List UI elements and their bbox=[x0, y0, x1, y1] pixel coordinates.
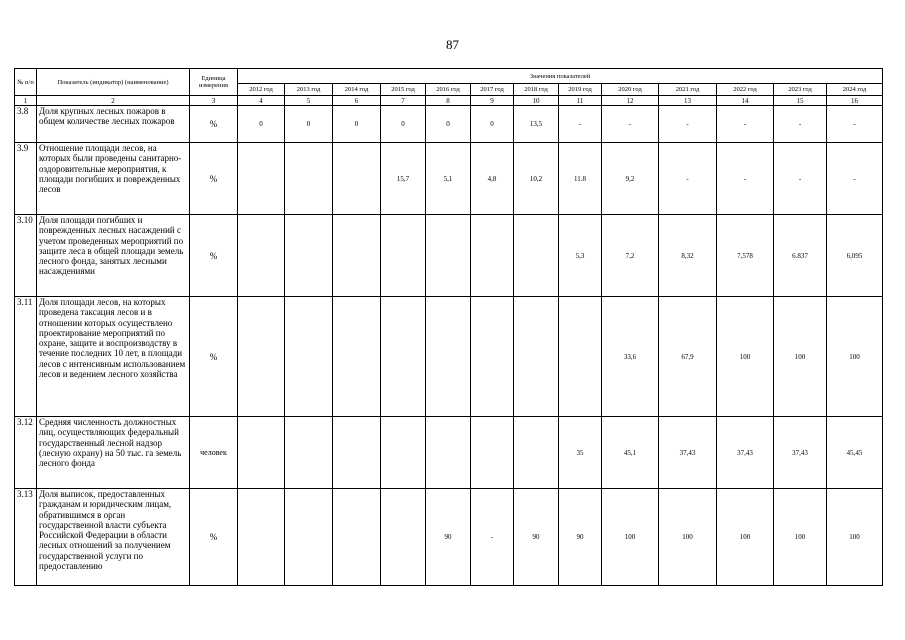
column-number: 11 bbox=[559, 96, 602, 106]
indicator-value: 100 bbox=[602, 489, 659, 586]
indicator-value bbox=[285, 215, 333, 297]
indicator-value: 6,095 bbox=[827, 215, 883, 297]
indicator-value: 90 bbox=[559, 489, 602, 586]
column-number: 6 bbox=[333, 96, 381, 106]
indicator-name: Отношение площади лесов, на которых были проведены санитарно-оздоровительные мероприятия, к площади погибших и поврежденных лесов bbox=[37, 143, 190, 215]
indicator-value: 100 bbox=[774, 297, 827, 417]
column-number: 10 bbox=[514, 96, 559, 106]
indicator-value bbox=[285, 297, 333, 417]
column-number: 14 bbox=[717, 96, 774, 106]
indicator-value bbox=[471, 297, 514, 417]
table-row bbox=[15, 106, 883, 143]
header-year: 2017 год bbox=[471, 84, 514, 96]
indicator-value: 45,45 bbox=[827, 417, 883, 489]
indicator-value: 5,1 bbox=[426, 143, 471, 215]
table-row bbox=[15, 297, 883, 417]
indicator-value: 0 bbox=[238, 106, 285, 143]
indicator-value bbox=[285, 143, 333, 215]
header-year: 2020 год bbox=[602, 84, 659, 96]
indicator-value: 7,578 bbox=[717, 215, 774, 297]
indicator-value bbox=[426, 297, 471, 417]
header-year: 2018 год bbox=[514, 84, 559, 96]
indicator-value: 37,43 bbox=[774, 417, 827, 489]
indicator-value: 67,9 bbox=[659, 297, 717, 417]
unit-of-measure: % bbox=[190, 215, 238, 297]
indicator-value: - bbox=[471, 489, 514, 586]
indicator-name: Доля крупных лесных пожаров в общем количестве лесных пожаров bbox=[37, 106, 190, 143]
column-number: 5 bbox=[285, 96, 333, 106]
column-number: 9 bbox=[471, 96, 514, 106]
indicator-value: 8,32 bbox=[659, 215, 717, 297]
unit-of-measure: % bbox=[190, 489, 238, 586]
row-number: 3.13 bbox=[15, 489, 37, 586]
column-number: 15 bbox=[774, 96, 827, 106]
indicator-value bbox=[514, 417, 559, 489]
indicator-value: 100 bbox=[827, 297, 883, 417]
header-year: 2019 год bbox=[559, 84, 602, 96]
column-numbers-row bbox=[15, 96, 883, 106]
indicator-value: 100 bbox=[717, 297, 774, 417]
unit-of-measure: % bbox=[190, 297, 238, 417]
page-number: 87 bbox=[446, 37, 459, 52]
indicator-name: Доля площади погибших и поврежденных лесных насаждений с учетом проведенных мероприятий по защите леса в общей площади земель лесного фонда, занятых лесными насаждениями bbox=[37, 215, 190, 297]
indicator-value: 33,6 bbox=[602, 297, 659, 417]
header-year: 2014 год bbox=[333, 84, 381, 96]
indicator-value: 100 bbox=[827, 489, 883, 586]
row-number: 3.12 bbox=[15, 417, 37, 489]
indicator-value bbox=[285, 417, 333, 489]
indicator-value bbox=[381, 489, 426, 586]
column-number: 8 bbox=[426, 96, 471, 106]
indicator-name: Доля площади лесов, на которых проведена таксация лесов и в отношении которых осуществлено проектирование мероприятий по охране, защите и воспроизводству в течение последних 10 лет, в площади лесов с интенсивным использованием лесов и ведением лесного хозяйства bbox=[37, 297, 190, 417]
unit-of-measure: % bbox=[190, 143, 238, 215]
table-row bbox=[15, 215, 883, 297]
indicator-value: 37,43 bbox=[717, 417, 774, 489]
indicator-value: - bbox=[827, 106, 883, 143]
column-number: 3 bbox=[190, 96, 238, 106]
indicator-value: 0 bbox=[285, 106, 333, 143]
indicator-value bbox=[426, 215, 471, 297]
row-number: 3.11 bbox=[15, 297, 37, 417]
indicator-value: 11.8 bbox=[559, 143, 602, 215]
indicator-value: 90 bbox=[426, 489, 471, 586]
header-year: 2024 год bbox=[827, 84, 883, 96]
indicator-value: 9,2 bbox=[602, 143, 659, 215]
indicator-value: 0 bbox=[471, 106, 514, 143]
indicator-value bbox=[471, 215, 514, 297]
indicator-value: 0 bbox=[426, 106, 471, 143]
indicator-value: 100 bbox=[717, 489, 774, 586]
table-row bbox=[15, 143, 883, 215]
indicator-value: 0 bbox=[333, 106, 381, 143]
indicator-value: 5,3 bbox=[559, 215, 602, 297]
header-values: Значения показателей bbox=[238, 69, 883, 84]
indicator-value bbox=[381, 215, 426, 297]
indicator-value: 35 bbox=[559, 417, 602, 489]
indicator-value: 90 bbox=[514, 489, 559, 586]
header-unit: Единица измерения bbox=[190, 69, 238, 96]
column-number: 16 bbox=[827, 96, 883, 106]
indicator-value: - bbox=[559, 106, 602, 143]
indicator-value bbox=[238, 143, 285, 215]
indicator-name: Средняя численность должностных лиц, осуществляющих федеральный государственный лесной надзор (лесную охрану) на 50 тыс. га земель лесного фонда bbox=[37, 417, 190, 489]
indicator-value: 37,43 bbox=[659, 417, 717, 489]
column-number: 2 bbox=[37, 96, 190, 106]
indicator-value bbox=[238, 489, 285, 586]
column-number: 1 bbox=[15, 96, 37, 106]
indicator-value bbox=[471, 417, 514, 489]
indicator-value: - bbox=[659, 143, 717, 215]
indicator-value bbox=[514, 215, 559, 297]
row-number: 3.10 bbox=[15, 215, 37, 297]
row-number: 3.8 bbox=[15, 106, 37, 143]
header-year: 2022 год bbox=[717, 84, 774, 96]
indicator-value: 45,1 bbox=[602, 417, 659, 489]
header-year: 2016 год bbox=[426, 84, 471, 96]
indicator-value bbox=[426, 417, 471, 489]
indicator-value: - bbox=[774, 106, 827, 143]
indicator-value: - bbox=[774, 143, 827, 215]
header-name: Показатель (индикатор) (наименование) bbox=[37, 69, 190, 96]
column-number: 12 bbox=[602, 96, 659, 106]
indicator-value bbox=[333, 143, 381, 215]
table-row bbox=[15, 489, 883, 586]
unit-of-measure: человек bbox=[190, 417, 238, 489]
header-year: 2015 год bbox=[381, 84, 426, 96]
indicator-value: 100 bbox=[774, 489, 827, 586]
indicator-value: - bbox=[717, 143, 774, 215]
unit-of-measure: % bbox=[190, 106, 238, 143]
indicator-value: 10,2 bbox=[514, 143, 559, 215]
indicator-value: - bbox=[602, 106, 659, 143]
header-num: № п/п bbox=[15, 69, 37, 96]
column-number: 7 bbox=[381, 96, 426, 106]
column-number: 4 bbox=[238, 96, 285, 106]
indicator-value bbox=[381, 417, 426, 489]
header-year: 2012 год bbox=[238, 84, 285, 96]
indicator-value: 6.837 bbox=[774, 215, 827, 297]
indicator-value: 0 bbox=[381, 106, 426, 143]
indicator-value bbox=[238, 417, 285, 489]
indicator-value bbox=[559, 297, 602, 417]
indicator-value: 4,8 bbox=[471, 143, 514, 215]
indicator-value bbox=[333, 489, 381, 586]
header-year: 2013 год bbox=[285, 84, 333, 96]
indicator-value: - bbox=[827, 143, 883, 215]
indicator-value bbox=[381, 297, 426, 417]
header-year: 2021 год bbox=[659, 84, 717, 96]
row-number: 3.9 bbox=[15, 143, 37, 215]
indicator-value bbox=[333, 297, 381, 417]
indicator-value: 7,2 bbox=[602, 215, 659, 297]
indicator-value: 13,5 bbox=[514, 106, 559, 143]
indicator-value bbox=[514, 297, 559, 417]
indicator-value bbox=[333, 215, 381, 297]
indicator-name: Доля выписок, предоставленных гражданам и юридическим лицам, обратившимся в орган государственной власти субъекта Российской Федерации в области лесных отношений за получением государственной услуги по предоставлению bbox=[37, 489, 190, 586]
indicator-value bbox=[333, 417, 381, 489]
indicator-value: 100 bbox=[659, 489, 717, 586]
table-row bbox=[15, 417, 883, 489]
indicator-value bbox=[285, 489, 333, 586]
indicator-value bbox=[238, 215, 285, 297]
indicator-value: - bbox=[717, 106, 774, 143]
header-year: 2023 год bbox=[774, 84, 827, 96]
indicator-value: - bbox=[659, 106, 717, 143]
column-number: 13 bbox=[659, 96, 717, 106]
indicators-table bbox=[14, 68, 883, 586]
indicator-value: 15,7 bbox=[381, 143, 426, 215]
indicator-value bbox=[238, 297, 285, 417]
